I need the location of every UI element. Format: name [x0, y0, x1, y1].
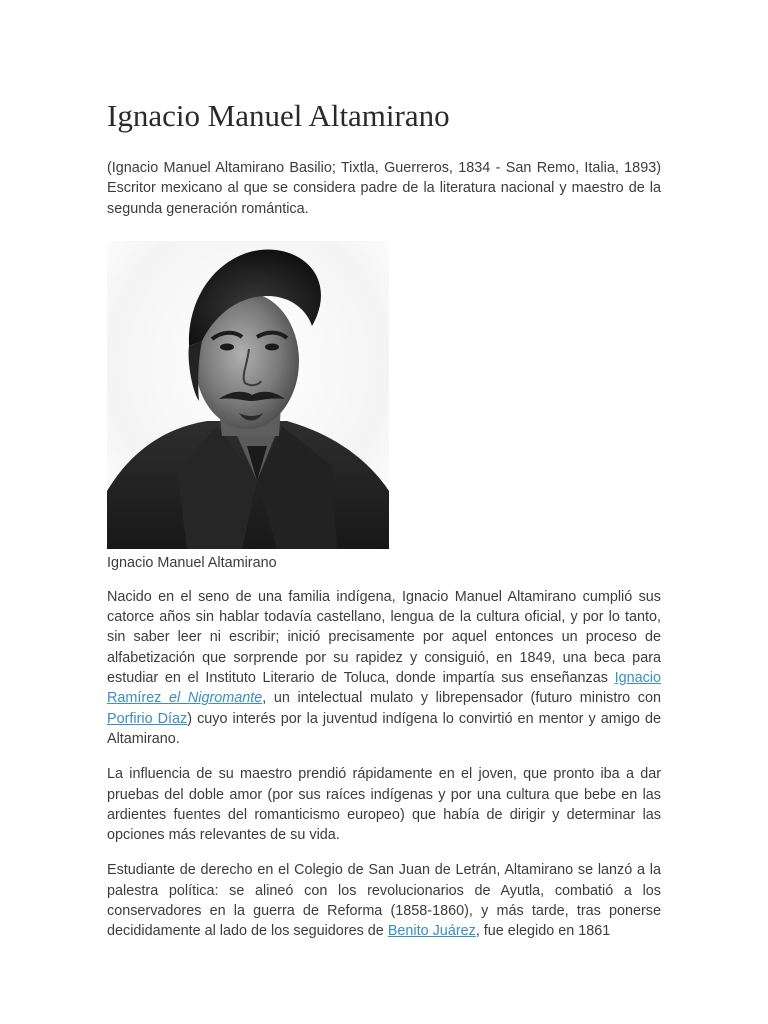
figure-caption: Ignacio Manuel Altamirano: [107, 554, 277, 571]
p1-text-c: ) cuyo interés por la juventud indígena lo convirtió en mentor y amigo de Altamirano.: [107, 710, 661, 747]
p1-text-a: Nacido en el seno de una familia indígena, Ignacio Manuel Altamirano cumplió sus catorce años sin hablar todavía castellano, lengua de la cultura oficial, y por lo tanto, sin saber leer ni escribir; inició precisamente por aquel entonces un proceso de alfabetización que sorprende por su rapidez y consiguió, en 1849, una beca para estudiar en el Instituto Literario de Toluca, donde impartía sus enseñanzas: [107, 588, 661, 687]
link-benito-juarez[interactable]: Benito Juárez: [387, 923, 476, 940]
link1-italic: el Nigromante: [169, 690, 263, 707]
p3-text-a: Estudiante de derecho en el Colegio de San Juan de Letrán, Altamirano se lanzó a la palestra política: se alineó con los revolucionarios de Ayutla, combatió a los conservadores en la guerra de Reforma (1858-1860), y más tarde, tras ponerse decididamente al lado de los seguidores de: [107, 862, 661, 940]
portrait-photo: [107, 241, 389, 549]
p1-text-b: , un intelectual mulato y librepensador (futuro ministro con: [262, 690, 661, 707]
page-title: Ignacio Manuel Altamirano: [107, 98, 450, 133]
p3-text-b: , fue elegido en 1861: [475, 923, 611, 940]
link-porfirio-diaz[interactable]: Porfirio Díaz: [107, 710, 188, 727]
link1-text: Ignacio Ramírez: [107, 670, 661, 707]
paragraph-1: [107, 587, 661, 749]
article: [107, 96, 661, 957]
paragraph-2: La influencia de su maestro prendió rápidamente en el joven, que pronto iba a dar pruebas del doble amor (por sus raíces indígenas y por una cultura que bebe en las ardientes fuentes del romanticismo europeo) que había de dirigir y determinar las opciones más relevantes de su vida.: [107, 766, 661, 844]
paragraph-3: [107, 860, 661, 941]
intro-paragraph: (Ignacio Manuel Altamirano Basilio; Tixtla, Guerreros, 1834 - San Remo, Italia, 1893) Escritor mexicano al que se considera padre de la literatura nacional y maestro de la segunda generación romántica.: [107, 160, 661, 217]
